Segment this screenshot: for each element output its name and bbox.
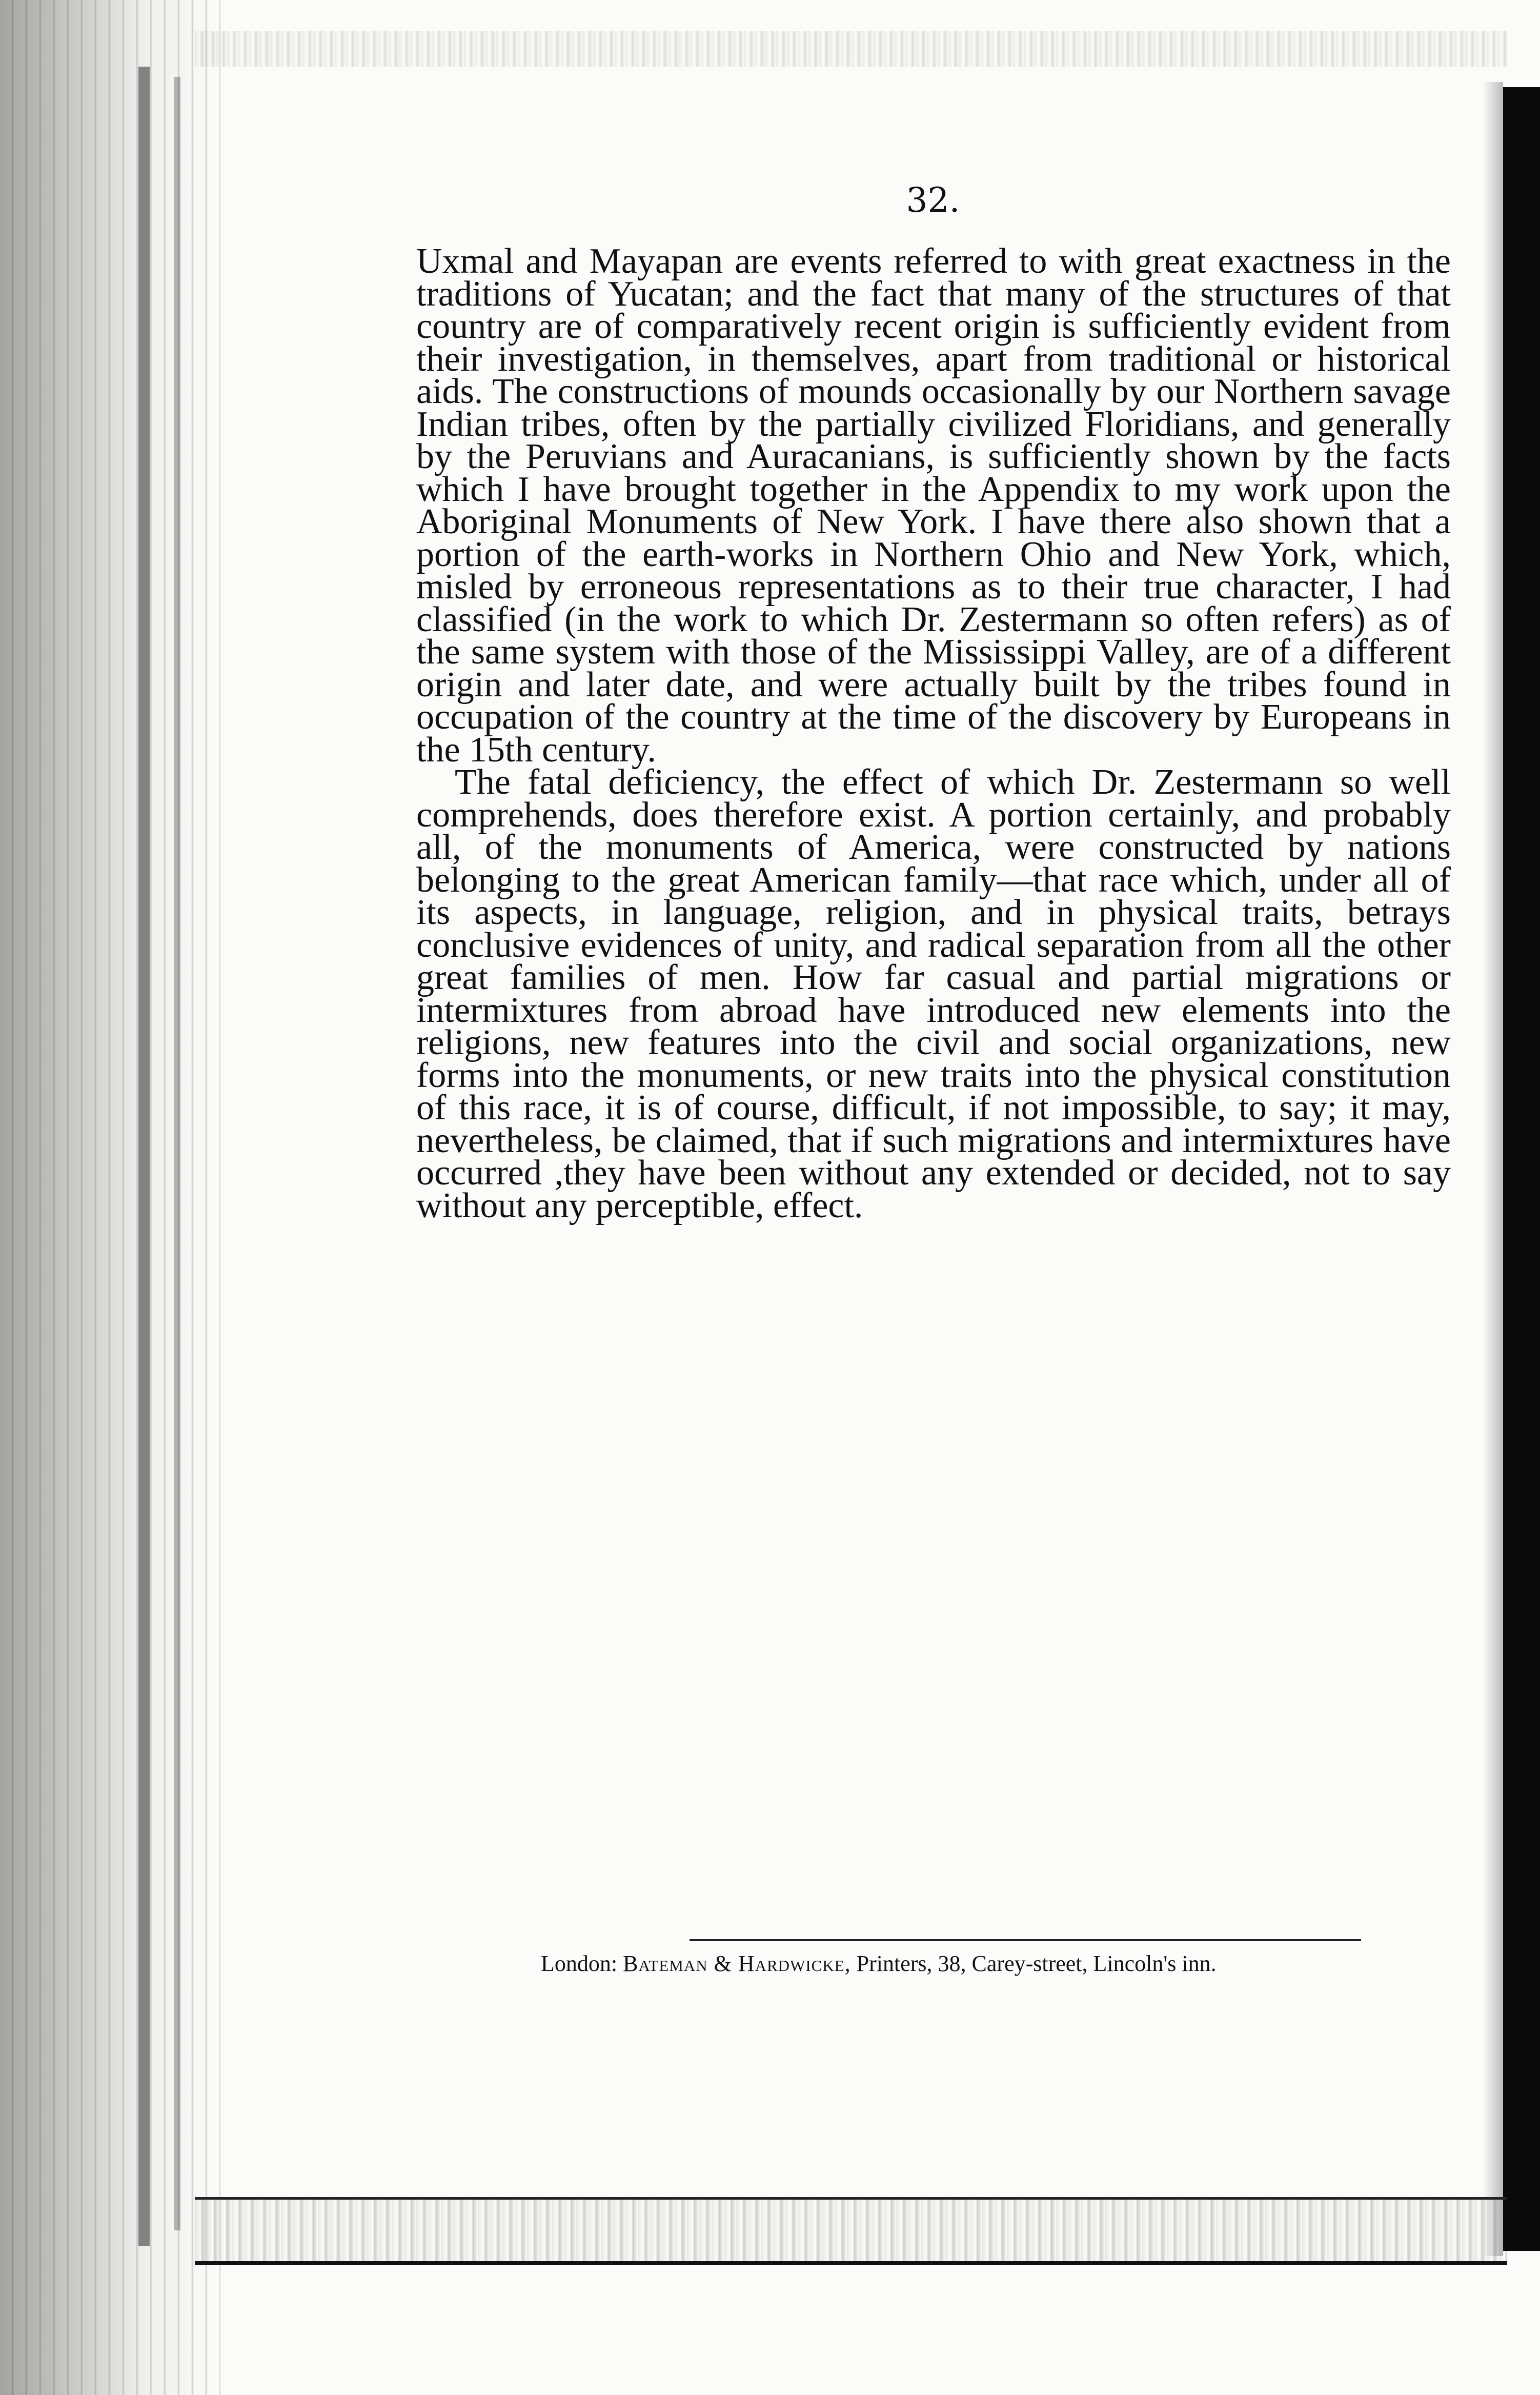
printer-imprint — [541, 1948, 1515, 1979]
page-edge-top — [195, 31, 1507, 67]
imprint-prefix: London: — [541, 1951, 618, 1976]
imprint-printer: Bateman & Hardwicke, — [623, 1951, 851, 1976]
spine-shadow-inner — [174, 77, 180, 2230]
paragraph-2: The fatal deficiency, the effect of which Dr. Zestermann so well comprehends, does therefore exist. A portion certainly, and probably all, of the monuments of America, were constructed by nations belonging to the great American family—that race which, under all of its aspects, in language, religion, and in physical traits, betrays conclusive evidences of unity, and radical separation from all the other great families of men. How far casual and partial migrations or intermixtures from abroad have introduced new elements into the religions, new features into the civil and social organizations, new forms into the monuments, or new traits into the physical constitution of this race, it is of course, difficult, if not impossible, to say; it may, nevertheless, be claimed, that if such migrations and intermixtures have occurred ,they have been without any extended or decided, not to say without any perceptible, effect. — [416, 762, 1451, 1225]
page-edge-right — [1503, 87, 1540, 2251]
body-text — [416, 241, 1451, 1225]
page-edge-bottom — [195, 2197, 1507, 2265]
paragraph-1: Uxmal and Mayapan are events referred to with great exactness in the traditions of Yucatan; and the fact that many of the structures of that country are of comparatively recent origin is sufficiently evident from their investigation, in themselves, apart from traditional or historical aids. The constructions of mounds occasionally by our Northern savage Indian tribes, often by the partially civilized Floridians, and generally by the Peruvians and Auracanians, is sufficiently shown by the facts which I have brought together in the Appendix to my work upon the Aboriginal Monuments of New York. I have there also shown that a portion of the earth-works in Northern Ohio and New York, which, misled by erroneous representations as to their true character, I had classified (in the work to which Dr. Zestermann so often refers) as of the same system with those of the Mississippi Valley, are of a different origin and later date, and were actually built by the tribes found in occupation of the country at the time of the discovery by Europeans in the 15th century. — [416, 241, 1451, 770]
imprint-address: Printers, 38, Carey-street, Lincoln's inn. — [856, 1951, 1217, 1976]
page-edge-right-shade — [1483, 82, 1503, 2256]
spine-shadow — [138, 67, 150, 2246]
footer-rule — [690, 1939, 1361, 1941]
page-number: 32. — [906, 180, 960, 220]
binding-gutter — [0, 0, 220, 2395]
